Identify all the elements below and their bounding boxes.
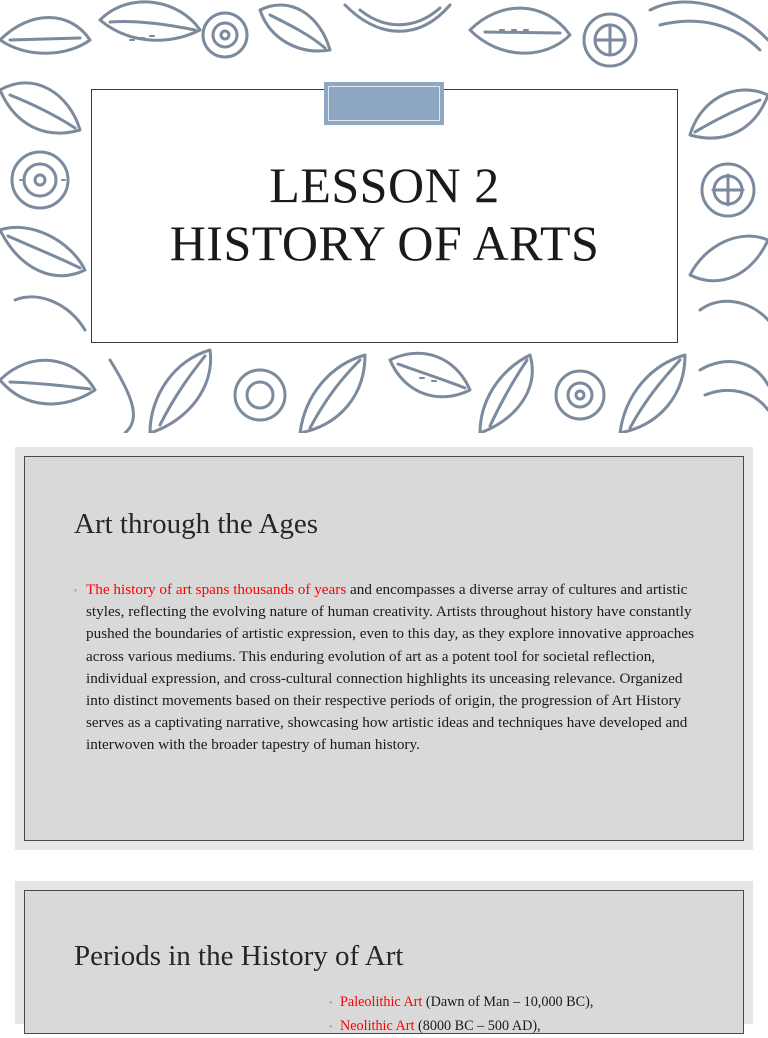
body-text: and encompasses a diverse array of cultures and artistic styles, reflecting the evolving nature of human creativity. Artists throughout history have constantly pushed the boundaries of artistic expression, even to this day, as they explore innovative approaches across various mediums. This enduring evolution of art as a potent tool for societal reflection, individual expression, and cross-cultural connection highlights its unceasing relevance. Organized into distinct movements based on their respective periods of origin, the progression of Art History serves as a captivating narrative, showcasing how artistic ideas and techniques have developed and interwoven with the broader tapestry of human history. (86, 581, 695, 754)
period-name: Neolithic Art (340, 1018, 415, 1034)
bullet-icon: ◦ (74, 585, 78, 595)
title-slide (0, 0, 768, 433)
list-item (331, 1014, 731, 1038)
list-item (331, 990, 731, 1014)
slide-body-paragraph (74, 579, 696, 757)
period-detail: (8000 BC – 500 AD), (414, 1018, 541, 1034)
title-line-1: LESSON 2 (269, 157, 500, 213)
title-line-2: HISTORY OF ARTS (169, 215, 600, 271)
period-detail: (Dawn of Man – 10,000 BC), (422, 994, 594, 1010)
slide-heading: Art through the Ages (74, 508, 319, 540)
slide-periods-history (15, 881, 753, 1034)
period-name: Paleolithic Art (340, 994, 423, 1010)
bullet-icon: ◦ (329, 1021, 333, 1031)
slide-content-frame (24, 890, 744, 1034)
slide-art-through-ages (15, 447, 753, 850)
slide-title (91, 156, 678, 272)
highlighted-text: The history of art spans thousands of years (86, 581, 347, 598)
title-accent-tab (324, 82, 444, 125)
bullet-icon: ◦ (329, 997, 333, 1007)
slide-heading: Periods in the History of Art (74, 940, 404, 972)
slide-content-frame (24, 456, 744, 841)
period-list (331, 990, 731, 1038)
